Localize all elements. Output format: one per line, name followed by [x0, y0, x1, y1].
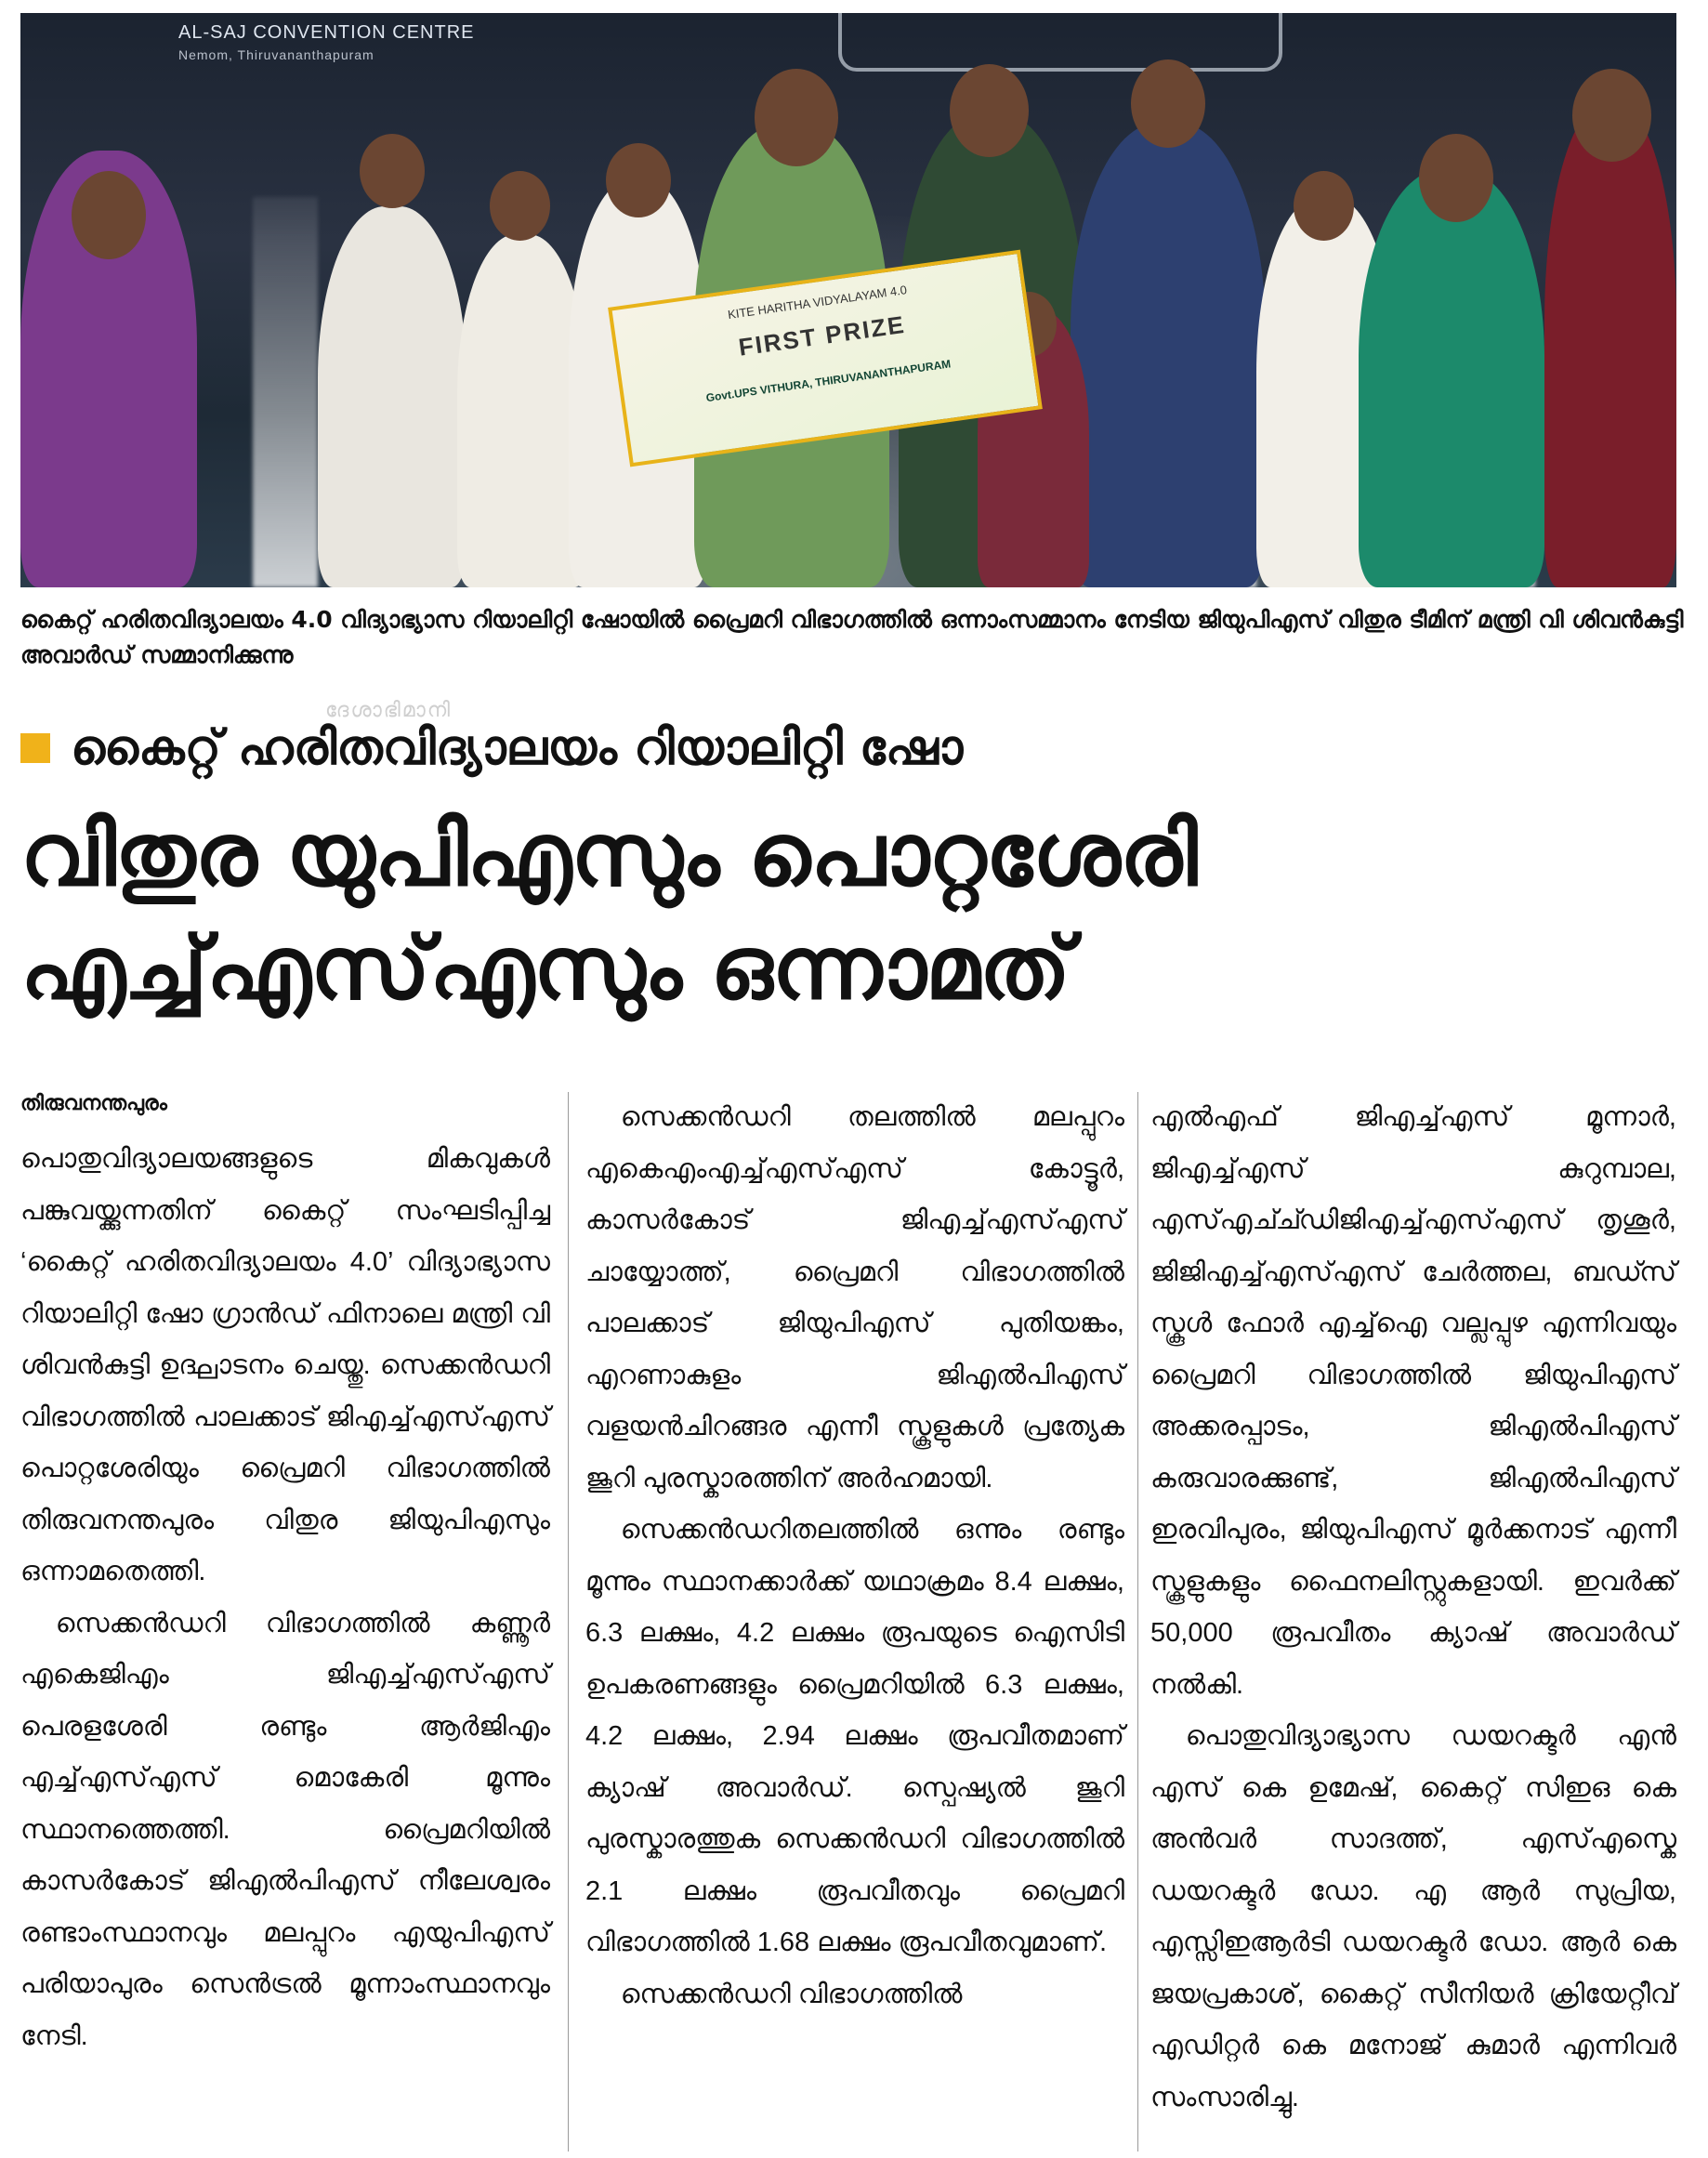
venue-name: AL-SAJ CONVENTION CENTRE	[178, 22, 475, 43]
paragraph: സെക്കൻഡറിതലത്തിൽ ഒന്നും രണ്ടും മൂന്നും സ്ഥാനക്കാർക്ക് യഥാക്രമം 8.4 ലക്ഷം, 6.3 ലക്ഷം, 4.2 ലക്ഷം രൂപയുടെ ഐസിടി ഉപകരണങ്ങളും പ്രൈമറിയിൽ 6.3 ലക്ഷം, 4.2 ലക്ഷം, 2.94 ലക്ഷം രൂപവീതമാണ് ക്യാഷ് അവാർഡ്. സ്പെഷ്യൽ ജൂറി പുരസ്കാരത്തുക സെക്കൻഡറി വിഭാഗത്തിൽ 2.1 ലക്ഷം രൂപവീതവും പ്രൈമറി വിഭാഗത്തിൽ 1.68 ലക്ഷം രൂപവീതവുമാണ്.	[585, 1515, 1124, 1957]
paragraph: എൽഎഫ് ജിഎച്ച്എസ് മൂന്നാർ, ജിഎച്ച്എസ് കുറുമ്പാല, എസ്എച്ച്ഡിജിഎച്ച്എസ്എസ് തൃശൂർ, ജിജിഎച്ച്എസ്എസ് ചേർത്തല, ബഡ്സ് സ്കൂൾ ഫോർ എച്ച്ഐ വല്ലപ്പുഴ എന്നിവയും പ്രൈമറി വിഭാഗത്തിൽ ജിയുപിഎസ് അക്കരപ്പാടം, ജിഎൽപിഎസ് കരുവാരക്കുണ്ട്, ജിഎൽപിഎസ് ഇരവിപുരം, ജിയുപിഎസ് മൂർക്കനാട് എന്നീ സ്കൂളുകളും ഫൈനലിസ്റ്റുകളായി. ഇവർക്ക് 50,000 രൂപവീതം ക്യാഷ് അവാർഡ് നൽകി.	[1150, 1102, 1676, 1700]
person-head	[1294, 171, 1354, 241]
person-head	[1419, 134, 1493, 222]
column-divider	[568, 1092, 569, 2151]
article-column-2	[585, 1092, 1124, 2020]
person-teacher	[1359, 169, 1544, 587]
dateline: തിരുവനന്തപുരം	[20, 1092, 167, 1115]
kicker	[20, 716, 963, 781]
news-photo	[20, 13, 1676, 587]
person-guest	[1071, 123, 1266, 587]
person-guest	[1544, 104, 1676, 587]
kicker-bullet-icon	[20, 733, 50, 763]
person-head	[72, 171, 146, 259]
person-head	[1572, 69, 1651, 162]
paragraph: സെക്കൻഡറി തലത്തിൽ മലപ്പുറം എകെഎംഎച്ച്എസ്എസ് കോട്ടൂർ, കാസർകോട് ജിഎച്ച്എസ്എസ് ചായ്യോത്ത്, പ്രൈമറി വിഭാഗത്തിൽ പാലക്കാട് ജിയുപിഎസ് പുതിയങ്കം, എറണാകുളം ജിഎൽപിഎസ് വളയൻചിറങ്ങര എന്നീ സ്കൂളുകൾ പ്രത്യേക ജൂറി പുരസ്കാരത്തിന് അർഹമായി.	[585, 1102, 1124, 1493]
venue-banner	[178, 22, 474, 62]
article-column-1	[20, 1134, 550, 2062]
person-head	[1131, 59, 1205, 148]
cheque-title: KITE HARITHA VIDYALAYAM 4.0	[727, 283, 908, 322]
paragraph: പൊതുവിദ്യാഭ്യാസ ഡയറക്ടർ എൻ എസ് കെ ഉമേഷ്, കൈറ്റ് സിഇഒ കെ അൻവർ സാദത്ത്, എസ്എസ്കെ ഡയറക്ടർ ഡോ. എ ആർ സുപ്രിയ, എസ്സിഇആർടി ഡയറക്ടർ ഡോ. ആർ കെ ജയപ്രകാശ്, കൈറ്റ് സീനിയർ ക്രിയേറ്റീവ് എഡിറ്റർ കെ മനോജ് കുമാർ എന്നിവർ സംസാരിച്ചു.	[1150, 1721, 1676, 2112]
paragraph: സെക്കൻഡറി വിഭാഗത്തിൽ കണ്ണൂർ എകെജിഎം ജിഎച്ച്എസ്എസ് പെരളശേരി രണ്ടും ആർജിഎം എച്ച്എസ്എസ് മൊകേരി മൂന്നും സ്ഥാനത്തെത്തി. പ്രൈമറിയിൽ കാസർകോട് ജിഎൽപിഎസ് നീലേശ്വരം രണ്ടാംസ്ഥാനവും മലപ്പുറം എയുപിഎസ് പരിയാപുരം സെൻട്രൽ മൂന്നാംസ്ഥാനവും നേടി.	[20, 1608, 550, 2051]
person-head	[360, 134, 425, 208]
person-head	[490, 171, 550, 241]
person-student	[318, 206, 466, 587]
headline-line-1: വിതുര യുപിഎസും പൊറ്റശേരി	[20, 805, 1197, 906]
kicker-text: കൈറ്റ് ഹരിതവിദ്യാലയം റിയാലിറ്റി ഷോ	[71, 720, 964, 776]
cheque-prize: FIRST PRIZE	[736, 309, 908, 362]
photo-caption: കൈറ്റ് ഹരിതവിദ്യാലയം 4.0 വിദ്യാഭ്യാസ റിയാലിറ്റി ഷോയിൽ പ്രൈമറി വിഭാഗത്തിൽ ഒന്നാംസമ്മാനം നേടിയ ജിയുപിഎസ് വിതുര ടീമിന് മന്ത്രി വി ശിവൻകുട്ടി അവാർഡ് സമ്മാനിക്കുന്നു	[20, 606, 1684, 668]
paragraph: പൊതുവിദ്യാലയങ്ങളുടെ മികവുകൾ പങ്കുവയ്ക്കുന്നതിന് കൈറ്റ് സംഘടിപ്പിച്ച ‘കൈറ്റ് ഹരിതവിദ്യാലയം 4.0’ വിദ്യാഭ്യാസ റിയാലിറ്റി ഷോ ഗ്രാൻഡ് ഫിനാലെ മന്ത്രി വി ശിവൻകുട്ടി ഉദ്ഘാടനം ചെയ്തു. സെക്കൻഡറി വിഭാഗത്തിൽ പാലക്കാട് ജിഎച്ച്എസ്എസ് പൊറ്റശേരിയും പ്രൈമറി വിഭാഗത്തിൽ തിരുവനന്തപുരം വിതുര ജിയുപിഎസും ഒന്നാമതെത്തി.	[20, 1144, 550, 1586]
headline	[20, 799, 1684, 1026]
person-head	[755, 69, 838, 166]
article-column-3	[1150, 1092, 1676, 2124]
person-student	[457, 234, 587, 587]
person-head	[950, 64, 1029, 157]
headline-line-2: എച്ച്എസ്എസും ഒന്നാമത്	[20, 918, 1071, 1020]
paragraph: സെക്കൻഡറി വിഭാഗത്തിൽ	[620, 1979, 963, 2009]
cheque-school: Govt.UPS VITHURA, THIRUVANANTHAPURAM	[704, 357, 952, 405]
venue-location: Nemom, Thiruvananthapuram	[178, 47, 374, 62]
stage-screen	[838, 13, 1282, 72]
person-head	[606, 143, 671, 217]
watermark: ദേശാഭിമാനി	[325, 699, 453, 722]
column-divider	[1137, 1092, 1138, 2151]
sparkler	[253, 197, 318, 587]
